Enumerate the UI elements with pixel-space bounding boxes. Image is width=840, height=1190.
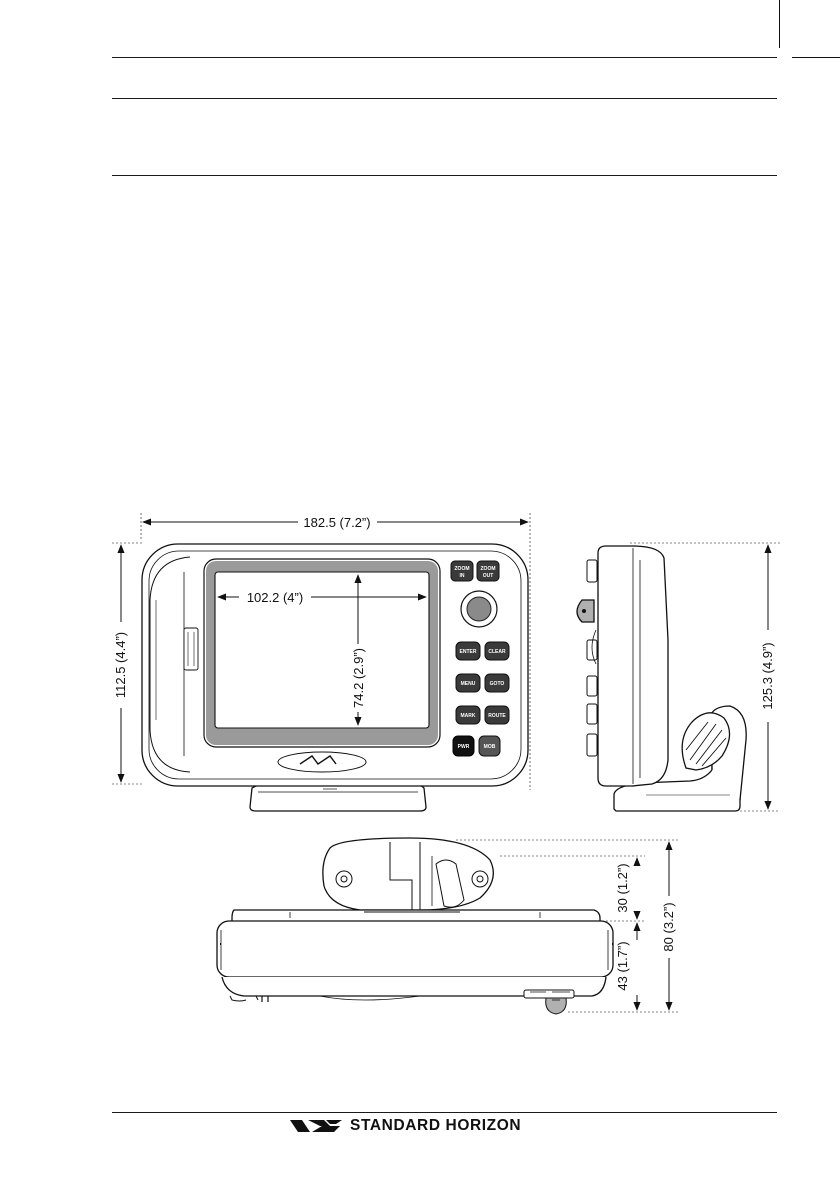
top-view [217, 838, 613, 1014]
brand-name: STANDARD HORIZON [350, 1117, 522, 1134]
route-label: ROUTE [488, 713, 506, 719]
zoom-out-label-2: OUT [482, 573, 494, 579]
standard-horizon-logo-icon [290, 1119, 342, 1133]
footer-rule [112, 1112, 777, 1113]
screen-height-label: 74.2 (2.9”) [351, 648, 366, 708]
pwr-label: PWR [457, 744, 470, 750]
zoom-in-label-2: IN [459, 573, 465, 579]
zoom-out-label-1: ZOOM [480, 566, 496, 572]
menu-label: MENU [460, 681, 476, 687]
goto-label: GOTO [489, 681, 505, 687]
zoom-in-label-1: ZOOM [454, 566, 470, 572]
screen-width-label: 102.2 (4”) [246, 590, 304, 605]
side-height-label: 125.3 (4.9”) [760, 642, 775, 710]
footer-brand [290, 1116, 521, 1136]
front-height-label: 112.5 (4.4”) [113, 631, 128, 699]
mark-label: MARK [460, 713, 476, 719]
bracket-depth-label: 30 (1.2”) [615, 863, 630, 913]
total-depth-label: 80 (3.2”) [661, 902, 676, 952]
enter-label: ENTER [459, 649, 477, 655]
front-width-label: 182.5 (7.2”) [303, 515, 371, 530]
clear-label: CLEAR [488, 649, 506, 655]
mob-label: MOB [483, 744, 496, 750]
body-depth-label: 43 (1.7”) [615, 941, 630, 991]
side-view [577, 546, 746, 811]
